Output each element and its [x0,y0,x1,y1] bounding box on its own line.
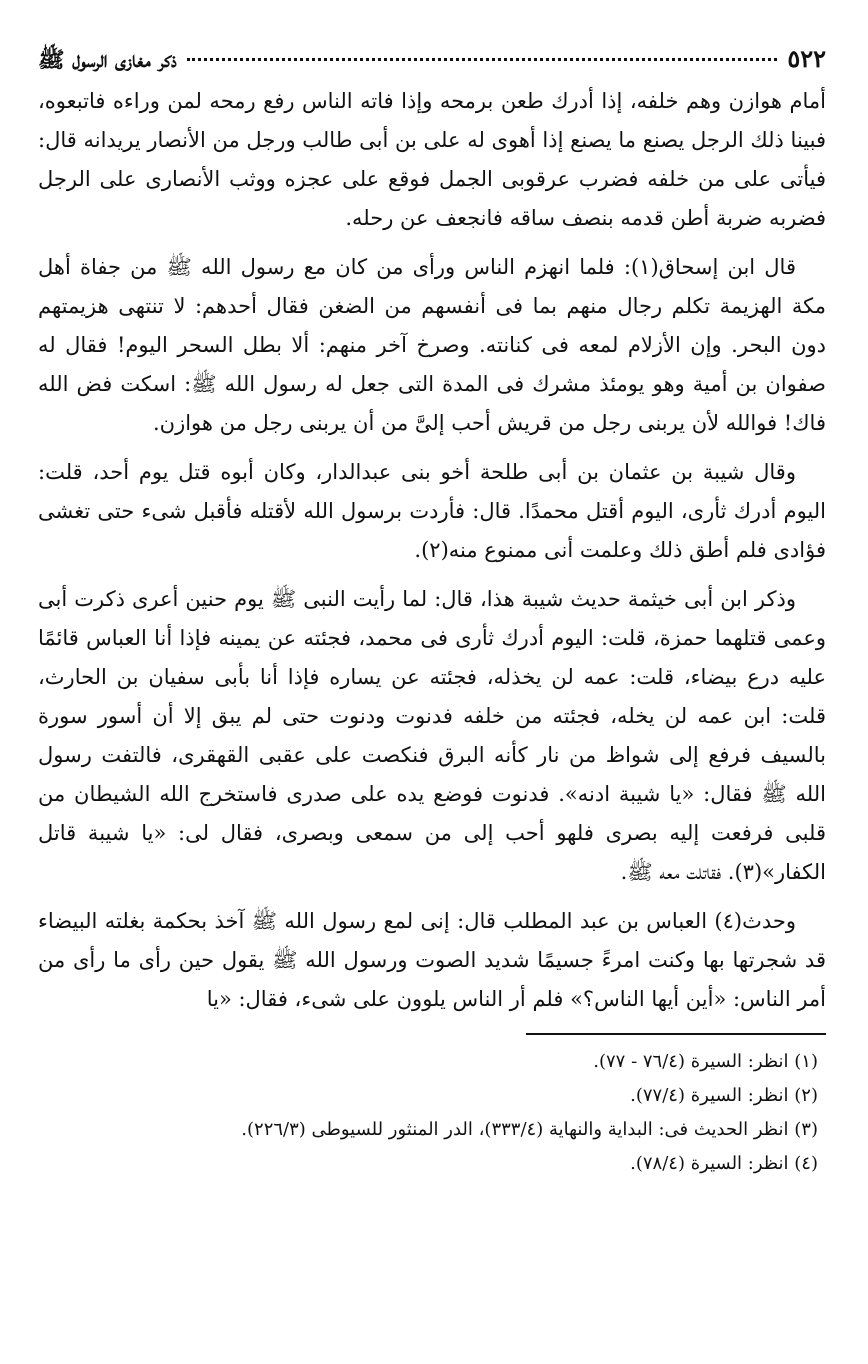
running-title: ذكر مغازى الرسول ﷺ [38,47,177,73]
paragraph: وحدث(٤) العباس بن عبد المطلب قال: إنى لمع رسول الله ﷺ آخذ بحكمة بغلته البيضاء قد شجرتها بها وكنت امرءً جسيمًا شديد الصوت ورسول الله ﷺ يقول حين رأى ما رأى من أمر الناس: «أين أيها الناس؟» فلم أر الناس يلوون على شىء، فقال: «يا [38,909,826,1011]
main-text [38,82,826,1019]
paragraph: قال ابن إسحاق(١): فلما انهزم الناس ورأى من كان مع رسول الله ﷺ من جفاة أهل مكة الهزيمة تكلم رجال منهم بما فى أنفسهم من الضغن فقال أحدهم: لا تنتهى هزيمتهم دون البحر. وإن الأزلام لمعه فى كنانته. وصرخ آخر منهم: ألا بطل السحر اليوم! فقال له صفوان بن أمية وهو يومئذ مشرك فى المدة التى جعل له رسول الله ﷺ: اسكت فض الله فاك! فوالله لأن يربنى رجل من قريش أحب إلىَّ من أن يربنى رجل من هوازن. [38,255,826,435]
page-header [38,44,826,82]
footnote: (٤) انظر: السيرة (٧٨/٤). [630,1153,818,1174]
book-page [38,44,826,1181]
paragraph: أمام هوازن وهم خلفه، إذا أدرك طعن برمحه وإذا فاته الناس رفع رمحه لمن وراءه فاتبعوه، فبينا ذلك الرجل يصنع ما يصنع إذا أهوى له على بن أبى طالب ورجل من الأنصار يريدانه قال: فيأتى على من خلفه فضرب عرقوبى الجمل فوقع على عجزه ووثب الأنصارى على الرجل فضربه ضربة أطن قدمه بنصف ساقه فانجعف عن رحله. [38,89,826,230]
paragraph: وقال شيبة بن عثمان بن أبى طلحة أخو بنى عبدالدار، وكان أبوه قتل يوم أحد، قلت: اليوم أدرك ثأرى، اليوم أقتل محمدًا. قال: فأردت برسول الله لأقتله فأقبل شىء حتى تغشى فؤادى فلم أطق ذلك وعلمت أنى ممنوع منه(٢). [38,460,826,562]
footnote: (١) انظر: السيرة (٧٦/٤ - ٧٧). [593,1051,818,1072]
footnotes [38,1045,826,1181]
paragraph: وذكر ابن أبى خيثمة حديث شيبة هذا، قال: لما رأيت النبى ﷺ يوم حنين أعرى ذكرت أبى وعمى قتلهما حمزة، قلت: اليوم أدرك ثأرى فى محمد، فجئته عن يمينه فإذا أنا العباس قائمًا عليه درع بيضاء، قلت: عمه لن يخذله، فجئته عن يساره فإذا أنا بأبى سفيان بن الحارث، قلت: ابن عمه لن يخله، فجئته من خلفه فدنوت ودنوت حتى لم يبق إلا أن أسور سورة بالسيف فرفع إلى شواظ من نار كأنه البرق فنكصت على عقبى القهقرى، فالتفت رسول الله ﷺ فقال: «يا شيبة ادنه». فدنوت فوضع يده على صدرى فاستخرج الله الشيطان من قلبى فرفعت إليه بصرى فلهو أحب إلى من سمعى وبصرى، فقال لى: «يا شيبة قاتل الكفار»(٣). فقاتلت معه ﷺ. [38,587,827,884]
footnote: (٣) انظر الحديث فى: البداية والنهاية (٣٣٣/٤)، الدر المنثور للسيوطى (٢٢٦/٣). [241,1119,818,1140]
header-leader-dots [187,58,778,61]
footnote-separator [526,1033,826,1035]
footnote: (٢) انظر: السيرة (٧٧/٤). [630,1085,818,1106]
page-number: ٥٢٢ [787,44,826,73]
